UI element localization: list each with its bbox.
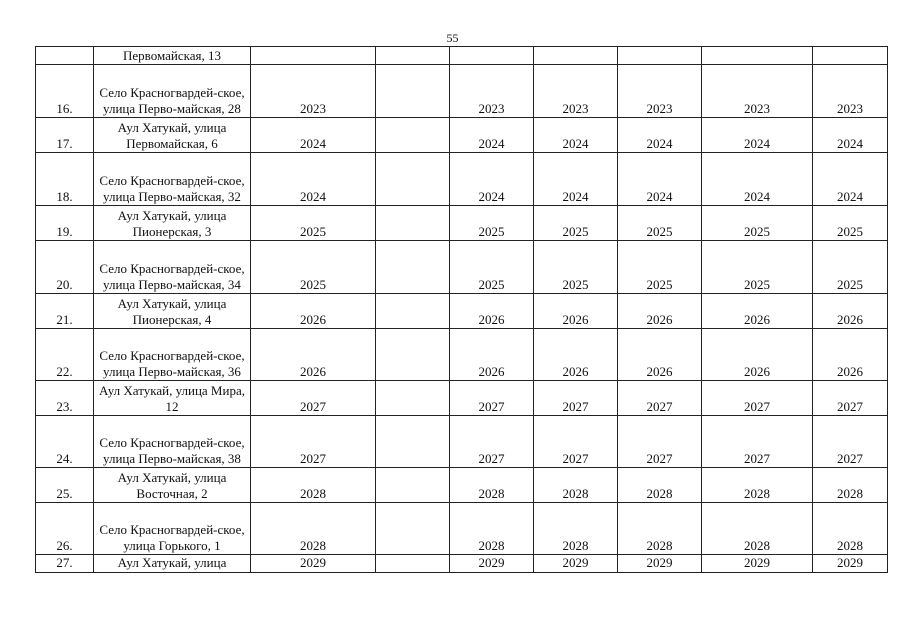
year-cell: 2023 <box>251 65 376 118</box>
year-cell: 2028 <box>813 503 888 555</box>
address-cell: Село Красногвардей-ское, улица Перво-майская, 34 <box>94 241 251 294</box>
year-cell: 2027 <box>534 381 618 416</box>
row-number-cell: 16. <box>36 65 94 118</box>
empty-cell <box>534 47 618 65</box>
row-number-cell: 27. <box>36 555 94 573</box>
year-cell: 2026 <box>813 294 888 329</box>
page-number: 55 <box>446 31 459 45</box>
year-cell: 2024 <box>450 118 534 153</box>
table-row <box>36 65 888 118</box>
year-cell: 2026 <box>450 294 534 329</box>
table-row <box>36 153 888 206</box>
year-cell: 2025 <box>534 206 618 241</box>
year-cell: 2024 <box>251 118 376 153</box>
table-row <box>36 206 888 241</box>
year-cell: 2025 <box>813 206 888 241</box>
year-cell: 2026 <box>450 329 534 381</box>
row-number-cell <box>36 47 94 65</box>
year-cell: 2025 <box>251 241 376 294</box>
empty-cell <box>376 65 450 118</box>
table-row <box>36 555 888 573</box>
empty-cell <box>376 118 450 153</box>
year-cell: 2026 <box>813 329 888 381</box>
address-cell: Аул Хатукай, улица Мира, 12 <box>94 381 251 416</box>
empty-cell <box>450 47 534 65</box>
year-cell: 2023 <box>702 65 813 118</box>
year-cell: 2024 <box>450 153 534 206</box>
year-cell: 2024 <box>618 153 702 206</box>
year-cell: 2026 <box>702 329 813 381</box>
year-cell: 2028 <box>702 503 813 555</box>
address-cell: Село Красногвардей-ское, улица Горького, 1 <box>94 503 251 555</box>
year-cell: 2023 <box>618 65 702 118</box>
year-cell: 2026 <box>534 294 618 329</box>
address-cell: Село Красногвардей-ское, улица Перво-майская, 36 <box>94 329 251 381</box>
year-cell: 2024 <box>702 153 813 206</box>
year-cell: 2028 <box>534 503 618 555</box>
year-cell: 2028 <box>251 503 376 555</box>
year-cell: 2028 <box>251 468 376 503</box>
row-number-cell: 18. <box>36 153 94 206</box>
year-cell: 2027 <box>534 416 618 468</box>
year-cell: 2024 <box>534 153 618 206</box>
table-row <box>36 118 888 153</box>
table-row <box>36 47 888 65</box>
year-cell: 2025 <box>702 241 813 294</box>
year-cell: 2028 <box>534 468 618 503</box>
year-cell: 2028 <box>618 503 702 555</box>
empty-cell <box>376 555 450 573</box>
year-cell: 2029 <box>251 555 376 573</box>
year-cell: 2027 <box>251 381 376 416</box>
year-cell: 2029 <box>534 555 618 573</box>
year-cell: 2028 <box>813 468 888 503</box>
year-cell: 2023 <box>450 65 534 118</box>
empty-cell <box>376 503 450 555</box>
address-cell: Аул Хатукай, улица Восточная, 2 <box>94 468 251 503</box>
year-cell: 2026 <box>251 294 376 329</box>
table-row <box>36 241 888 294</box>
year-cell: 2025 <box>251 206 376 241</box>
empty-cell <box>813 47 888 65</box>
table-row <box>36 503 888 555</box>
year-cell: 2025 <box>618 206 702 241</box>
year-cell: 2026 <box>251 329 376 381</box>
row-number-cell: 19. <box>36 206 94 241</box>
year-cell: 2027 <box>618 381 702 416</box>
year-cell: 2025 <box>702 206 813 241</box>
year-cell: 2026 <box>618 329 702 381</box>
row-number-cell: 26. <box>36 503 94 555</box>
row-number-cell: 25. <box>36 468 94 503</box>
address-cell: Село Красногвардей-ское, улица Перво-майская, 32 <box>94 153 251 206</box>
year-cell: 2027 <box>450 381 534 416</box>
schedule-table <box>35 46 888 573</box>
address-cell: Село Красногвардей-ское, улица Перво-майская, 28 <box>94 65 251 118</box>
empty-cell <box>376 241 450 294</box>
year-cell: 2027 <box>251 416 376 468</box>
year-cell: 2026 <box>702 294 813 329</box>
empty-cell <box>376 468 450 503</box>
table-row <box>36 468 888 503</box>
year-cell: 2023 <box>813 65 888 118</box>
year-cell: 2027 <box>450 416 534 468</box>
year-cell: 2028 <box>618 468 702 503</box>
address-cell: Аул Хатукай, улица <box>94 555 251 573</box>
year-cell: 2027 <box>702 381 813 416</box>
row-number-cell: 23. <box>36 381 94 416</box>
year-cell: 2029 <box>702 555 813 573</box>
empty-cell <box>702 47 813 65</box>
year-cell: 2027 <box>813 381 888 416</box>
row-number-cell: 20. <box>36 241 94 294</box>
address-cell: Аул Хатукай, улица Пионерская, 3 <box>94 206 251 241</box>
year-cell: 2025 <box>813 241 888 294</box>
year-cell: 2025 <box>618 241 702 294</box>
address-cell: Село Красногвардей-ское, улица Перво-майская, 38 <box>94 416 251 468</box>
table-row <box>36 416 888 468</box>
year-cell: 2029 <box>450 555 534 573</box>
year-cell: 2027 <box>702 416 813 468</box>
year-cell: 2027 <box>813 416 888 468</box>
year-cell: 2024 <box>534 118 618 153</box>
empty-cell <box>618 47 702 65</box>
empty-cell <box>376 47 450 65</box>
table-row <box>36 329 888 381</box>
year-cell: 2025 <box>450 241 534 294</box>
year-cell: 2024 <box>813 153 888 206</box>
row-number-cell: 24. <box>36 416 94 468</box>
year-cell: 2028 <box>450 468 534 503</box>
year-cell: 2029 <box>813 555 888 573</box>
row-number-cell: 17. <box>36 118 94 153</box>
address-cell: Аул Хатукай, улица Первомайская, 6 <box>94 118 251 153</box>
address-cell: Первомайская, 13 <box>94 47 251 65</box>
year-cell: 2025 <box>450 206 534 241</box>
empty-cell <box>251 47 376 65</box>
year-cell: 2024 <box>618 118 702 153</box>
year-cell: 2024 <box>702 118 813 153</box>
empty-cell <box>376 206 450 241</box>
address-cell: Аул Хатукай, улица Пионерская, 4 <box>94 294 251 329</box>
year-cell: 2024 <box>813 118 888 153</box>
year-cell: 2024 <box>251 153 376 206</box>
year-cell: 2025 <box>534 241 618 294</box>
empty-cell <box>376 416 450 468</box>
year-cell: 2028 <box>702 468 813 503</box>
empty-cell <box>376 153 450 206</box>
empty-cell <box>376 329 450 381</box>
empty-cell <box>376 294 450 329</box>
row-number-cell: 22. <box>36 329 94 381</box>
table-row <box>36 381 888 416</box>
year-cell: 2028 <box>450 503 534 555</box>
row-number-cell: 21. <box>36 294 94 329</box>
table-row <box>36 294 888 329</box>
year-cell: 2027 <box>618 416 702 468</box>
year-cell: 2026 <box>534 329 618 381</box>
year-cell: 2029 <box>618 555 702 573</box>
empty-cell <box>376 381 450 416</box>
year-cell: 2026 <box>618 294 702 329</box>
year-cell: 2023 <box>534 65 618 118</box>
